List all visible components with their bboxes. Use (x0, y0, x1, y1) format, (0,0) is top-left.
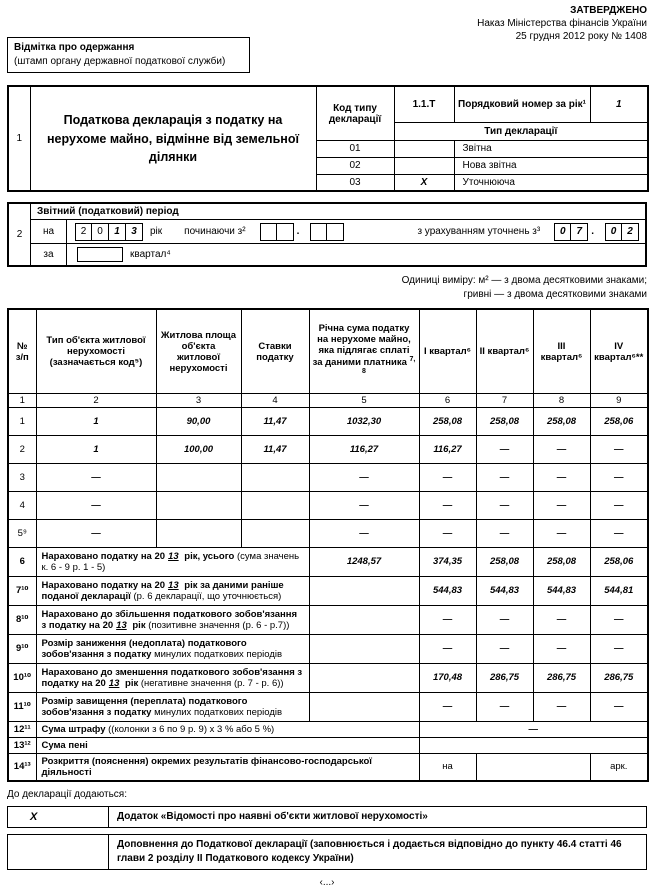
label-part: рік (122, 677, 139, 689)
table-header-row (8, 309, 648, 393)
summary-row-9 (8, 634, 648, 663)
object-type: 1 (36, 407, 156, 435)
q1-sum: 544,83 (419, 576, 476, 605)
q3-sum: — (533, 463, 590, 491)
tax-rate: 11,47 (241, 435, 309, 463)
col-number: 8 (533, 393, 590, 407)
summary-row-11 (8, 692, 648, 721)
label-part: минулих податкових періодів (151, 706, 283, 718)
q3-sum: — (533, 519, 590, 547)
row-number: 1 (8, 407, 36, 435)
col-number: 5 (309, 393, 419, 407)
q1-sum: 258,08 (419, 407, 476, 435)
quarter-row (31, 244, 645, 265)
year-digit-box: 0 (92, 223, 109, 241)
start-digit-box (260, 223, 277, 241)
clarification-digit-box: 0 (554, 223, 571, 241)
type-name: Уточнююча (454, 174, 648, 191)
q3-sum: — (533, 634, 590, 663)
page-footer-mark: ‹...› (319, 876, 335, 888)
row-label (36, 721, 419, 737)
year-digit-boxes (75, 223, 143, 241)
q1-sum: — (419, 634, 476, 663)
label-part: ((колонки з 6 по 9 р. 9) х 3 % або 5 %) (105, 723, 275, 735)
header-annual-sum (309, 309, 419, 393)
q3-sum: 286,75 (533, 663, 590, 692)
header-annual-sum-text: Річна сума податку на нерухоме майно, яка підлягає сплаті за даними платника (312, 322, 411, 369)
q3-sum: — (533, 692, 590, 721)
header-annual-sum-sup: 7, 8 (362, 355, 416, 376)
fine-amount: — (419, 721, 648, 737)
header-quarter-4: IV квартал⁶** (590, 309, 648, 393)
col-number: 6 (419, 393, 476, 407)
object-type: — (36, 519, 156, 547)
clarification-label: з урахуванням уточнень з³ (417, 226, 541, 238)
row-label (36, 547, 309, 576)
attachment-1-checkbox (7, 806, 109, 828)
header-quarter-3: III квартал⁶ (533, 309, 590, 393)
label-part: Нараховано податку на 20 (41, 579, 166, 591)
row-number: 2 (8, 435, 36, 463)
q1-sum: — (419, 692, 476, 721)
row-number: 6 (8, 547, 36, 576)
summary-row-6 (8, 547, 648, 576)
annual-sum: 1032,30 (309, 407, 419, 435)
col-number: 1 (8, 393, 36, 407)
row-label (36, 692, 309, 721)
tax-rate: 11,47 (241, 407, 309, 435)
units-note (7, 274, 647, 301)
q4-sum: 258,06 (590, 407, 648, 435)
q3-sum: — (533, 435, 590, 463)
label-part: Розмір завищення (переплата) податкового зобов'язання з податку (41, 695, 248, 718)
units-line2: гривні — з двома десятковими знаками (463, 288, 647, 300)
label-part: Сума штрафу (41, 723, 106, 735)
attachments-intro: До декларації додаються: (7, 788, 127, 800)
summary-row-7 (8, 576, 648, 605)
approval-title: ЗАТВЕРДЖЕНО (570, 5, 647, 16)
object-type: 1 (36, 435, 156, 463)
receipt-stamp-box (7, 37, 250, 73)
receipt-sublabel: (штамп органу державної податкової служби) (14, 56, 226, 68)
q2-sum: 544,83 (476, 576, 533, 605)
q1-sum: — (419, 605, 476, 634)
attachment-row-1 (7, 806, 647, 828)
col-number: 2 (36, 393, 156, 407)
label-part: Сума пені (41, 739, 88, 751)
object-row-1 (8, 407, 648, 435)
label-part: (р. 6 декларації, що уточнюється) (130, 590, 282, 602)
q1-sum: — (419, 491, 476, 519)
q1-sum: — (419, 463, 476, 491)
q2-sum: 258,08 (476, 407, 533, 435)
start-date-boxes (310, 223, 344, 241)
reporting-year-row (31, 220, 645, 244)
clarification-boxes (554, 223, 588, 241)
annual-sum (309, 663, 419, 692)
col-number: 7 (476, 393, 533, 407)
attachment-row-2 (7, 834, 647, 870)
header-no: № (16, 340, 28, 352)
q4-sum: — (590, 519, 648, 547)
object-row-3 (8, 463, 648, 491)
living-area: 100,00 (156, 435, 241, 463)
kvartal-label: квартал⁴ (130, 249, 171, 261)
object-row-2 (8, 435, 648, 463)
type-mark-cell (394, 157, 454, 174)
label-part: Нараховано до збільшення податкового зобов'язання з податку на 20 (41, 608, 298, 631)
date-separator: . (591, 226, 594, 238)
q1-sum: 374,35 (419, 547, 476, 576)
header-quarter-1: I квартал⁶ (419, 309, 476, 393)
annual-sum: — (309, 519, 419, 547)
annual-sum: — (309, 463, 419, 491)
label-part: Нараховано до зменшення податкового зобов'язання з податку на 20 (41, 666, 303, 689)
header-tax-rate: Ставки податку (241, 309, 309, 393)
attachment-2-label: Доповнення до Податкової декларації (заповнюється і додається відповідно до пункту 46.4 статті 46 глави 2 розділу II Податкового кодексу України) (108, 834, 647, 870)
code-type-value: 1.1.Т (394, 86, 454, 122)
q4-sum: 286,75 (590, 663, 648, 692)
q3-sum: 544,83 (533, 576, 590, 605)
attachment-1-label: Додаток «Відомості про наявні об'єкти житлової нерухомості» (108, 806, 647, 828)
q2-sum: 286,75 (476, 663, 533, 692)
attachment-2-checkbox (7, 834, 109, 870)
ark-label: арк. (590, 753, 648, 781)
object-type: — (36, 463, 156, 491)
row-number: 14¹³ (8, 753, 36, 781)
col-number: 4 (241, 393, 309, 407)
type-code: 03 (316, 174, 394, 191)
annual-sum (309, 576, 419, 605)
summary-row-12 (8, 721, 648, 737)
q2-sum: — (476, 435, 533, 463)
q4-sum: — (590, 634, 648, 663)
sequence-number-label: Порядковий номер за рік¹ (454, 86, 590, 122)
type-name: Нова звітна (454, 157, 648, 174)
tax-rate (241, 463, 309, 491)
summary-row-8 (8, 605, 648, 634)
type-mark-cell (394, 140, 454, 157)
q3-sum: — (533, 605, 590, 634)
q2-sum: — (476, 692, 533, 721)
annual-sum: — (309, 491, 419, 519)
penalty-amount (419, 737, 648, 753)
rik-label: рік (150, 226, 163, 238)
living-area (156, 463, 241, 491)
clarification-digit-box: 0 (605, 223, 622, 241)
year-digit-box: 2 (75, 223, 92, 241)
q1-sum: 116,27 (419, 435, 476, 463)
start-date-boxes (260, 223, 294, 241)
q1-sum: — (419, 519, 476, 547)
row-label (36, 663, 309, 692)
column-numbers-row (8, 393, 648, 407)
q3-sum: 258,08 (533, 547, 590, 576)
summary-row-13 (8, 737, 648, 753)
row-number: 3 (8, 463, 36, 491)
label-part: рік, усього (181, 550, 235, 562)
row-label (36, 634, 309, 663)
label-part: (сума значень к. 6 - 9 р. 1 - 5) (41, 550, 300, 573)
row-number: 9¹⁰ (8, 634, 36, 663)
header-row-number (8, 309, 36, 393)
q2-sum: — (476, 519, 533, 547)
object-row-5 (8, 519, 648, 547)
living-area (156, 491, 241, 519)
q2-sum: — (476, 634, 533, 663)
section2-row-number: 2 (9, 204, 31, 265)
label-part: Розкриття (пояснення) окремих результатів фінансово-господарської діяльності (41, 755, 372, 778)
row-number: 7¹⁰ (8, 576, 36, 605)
label-part: рік за даними раніше поданої декларації (41, 579, 284, 602)
living-area: 90,00 (156, 407, 241, 435)
clarification-boxes (605, 223, 639, 241)
year-digit-box: 3 (126, 223, 143, 241)
row-label (36, 576, 309, 605)
year-digit-box: 1 (109, 223, 126, 241)
annual-sum: 1248,57 (309, 547, 419, 576)
attachment-1-mark: X (30, 810, 38, 823)
year-fill: 13 (108, 677, 120, 689)
row-number: 12¹¹ (8, 721, 36, 737)
na-label: на (31, 220, 67, 243)
q3-sum: — (533, 491, 590, 519)
clarification-digit-box: 7 (571, 223, 588, 241)
receipt-label: Відмітка про одержання (14, 42, 135, 54)
q4-sum: — (590, 605, 648, 634)
q4-sum: — (590, 692, 648, 721)
start-digit-box (327, 223, 344, 241)
year-fill: 13 (116, 619, 127, 631)
reporting-period-header: Звітний (податковий) період (31, 204, 645, 220)
clarification-digit-box: 2 (622, 223, 639, 241)
q2-sum: — (476, 605, 533, 634)
header-object-type: Тип об'єкта житлової нерухомості (зазначається код⁵) (36, 309, 156, 393)
q4-sum: — (590, 435, 648, 463)
approval-order: Наказ Міністерства фінансів України (477, 17, 647, 29)
q1-sum: 170,48 (419, 663, 476, 692)
units-line1: Одиниці виміру: м² — з двома десятковими знаками; (401, 275, 647, 287)
start-from-label: починаючи з² (184, 226, 246, 238)
header-living-area: Житлова площа об'єкта житлової нерухомості (156, 309, 241, 393)
type-name: Звітна (454, 140, 648, 157)
section1-row-number: 1 (8, 86, 30, 191)
header-quarter-2: II квартал⁶ (476, 309, 533, 393)
type-code: 02 (316, 157, 394, 174)
label-part: минулих податкових періодів (151, 648, 283, 660)
col-number: 9 (590, 393, 648, 407)
tax-rate (241, 491, 309, 519)
summary-row-14 (8, 753, 648, 781)
tax-rate (241, 519, 309, 547)
type-code: 01 (316, 140, 394, 157)
q2-sum: — (476, 491, 533, 519)
label-part: (негативне значення (р. 7 - р. 6)) (138, 677, 284, 689)
q3-sum: 258,08 (533, 407, 590, 435)
q2-sum: — (476, 463, 533, 491)
code-type-label: Код типу декларації (316, 86, 394, 140)
label-part: Нараховано податку на 20 (41, 550, 166, 562)
q4-sum: — (590, 463, 648, 491)
date-separator: . (296, 226, 300, 238)
declaration-header-table (7, 85, 649, 192)
annual-sum (309, 605, 419, 634)
label-part: (позитивне значення (р. 6 - р.7)) (145, 619, 290, 631)
reporting-period-section (7, 202, 647, 267)
header-no-sub: з/п (15, 351, 29, 363)
annual-sum (309, 692, 419, 721)
year-fill: 13 (168, 550, 179, 562)
row-number: 5⁹ (8, 519, 36, 547)
start-digit-box (310, 223, 327, 241)
row-label (36, 605, 309, 634)
q4-sum: — (590, 491, 648, 519)
na-label: на (419, 753, 476, 781)
col-number: 3 (156, 393, 241, 407)
annual-sum: 116,27 (309, 435, 419, 463)
section2-body (31, 204, 645, 265)
row-number: 10¹⁰ (8, 663, 36, 692)
header-row-a (8, 86, 648, 122)
object-type: — (36, 491, 156, 519)
tax-calculation-table (7, 308, 649, 782)
row-number: 11¹⁰ (8, 692, 36, 721)
row-number: 4 (8, 491, 36, 519)
quarter-number-box (77, 247, 123, 262)
declaration-type-header: Тип декларації (394, 122, 648, 140)
sequence-number-value: 1 (590, 86, 648, 122)
row-number: 13¹² (8, 737, 36, 753)
annual-sum (309, 634, 419, 663)
approval-date: 25 грудня 2012 року № 1408 (515, 30, 647, 42)
label-part: рік (129, 619, 146, 631)
label-part: Розмір заниження (недоплата) податкового зобов'язання з податку (41, 637, 247, 660)
year-fill: 13 (168, 579, 179, 591)
row-number: 8¹⁰ (8, 605, 36, 634)
type-mark-cell: X (394, 174, 454, 191)
row-label (36, 753, 419, 781)
object-row-4 (8, 491, 648, 519)
q4-sum: 258,06 (590, 547, 648, 576)
declaration-title: Податкова декларація з податку на нерухоме майно, відмінне від земельної ділянки (30, 86, 316, 191)
start-digit-box (277, 223, 294, 241)
q2-sum: 258,08 (476, 547, 533, 576)
row-label (36, 737, 419, 753)
za-label: за (31, 244, 67, 265)
summary-row-10 (8, 663, 648, 692)
living-area (156, 519, 241, 547)
q4-sum: 544,81 (590, 576, 648, 605)
pages-count-cell (476, 753, 590, 781)
